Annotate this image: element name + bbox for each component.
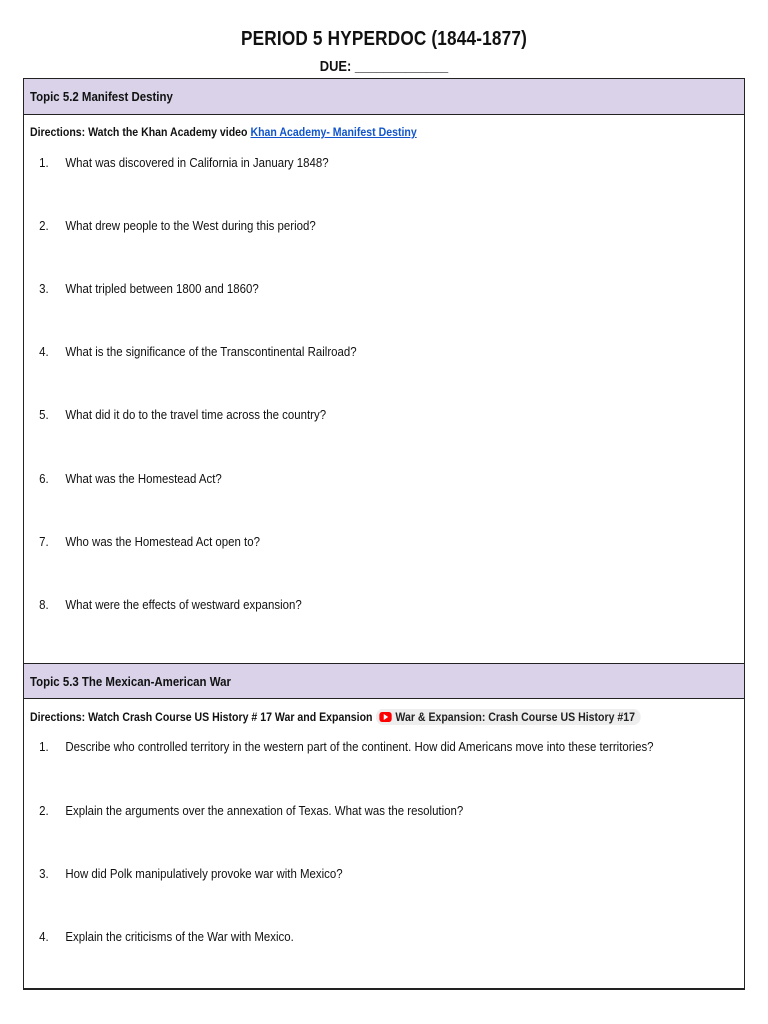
question-number: 7. <box>39 534 49 549</box>
question-item <box>24 471 222 486</box>
question-item <box>24 534 260 549</box>
question-number: 6. <box>39 471 49 486</box>
question-item <box>24 407 326 422</box>
document-title: PERIOD 5 HYPERDOC (1844-1877) <box>240 28 528 50</box>
question-number: 4. <box>39 344 49 359</box>
question-number: 5. <box>39 407 49 422</box>
video-chip-label: War & Expansion: Crash Course US History #17 <box>395 710 636 724</box>
question-text: What was the Homestead Act? <box>65 471 222 486</box>
question-item <box>24 803 463 818</box>
question-text: Explain the arguments over the annexation of Texas. What was the resolution? <box>65 803 464 818</box>
question-text: What was discovered in California in January 1848? <box>65 155 329 170</box>
topic-title: Topic 5.2 Manifest Destiny <box>30 89 173 104</box>
crash-course-video-chip[interactable] <box>376 709 640 725</box>
directions-label: Directions: <box>30 710 86 724</box>
question-text: What did it do to the travel time across the country? <box>65 407 327 422</box>
directions-text: Watch the Khan Academy video <box>85 125 251 139</box>
question-text: Who was the Homestead Act open to? <box>65 534 260 549</box>
question-text: What were the effects of westward expansion? <box>65 597 302 612</box>
youtube-icon <box>380 712 392 722</box>
hyperdoc-table <box>23 78 745 990</box>
question-text: What drew people to the West during this period? <box>65 218 316 233</box>
question-number: 8. <box>39 597 49 612</box>
question-item <box>24 597 302 612</box>
topic-header-mexican-american-war <box>24 663 744 699</box>
question-number: 1. <box>39 739 49 754</box>
question-item <box>24 281 259 296</box>
question-number: 1. <box>39 155 49 170</box>
question-number: 3. <box>39 281 49 296</box>
question-text: Describe who controlled territory in the western part of the continent. How did Americans move into these territories? <box>65 739 654 754</box>
question-number: 4. <box>39 929 49 944</box>
question-item <box>24 344 357 359</box>
question-text: What tripled between 1800 and 1860? <box>65 281 259 296</box>
question-item <box>24 155 329 170</box>
directions-manifest-destiny <box>30 125 417 139</box>
question-item <box>24 929 294 944</box>
directions-mexican-american-war <box>30 709 640 725</box>
question-number: 2. <box>39 803 49 818</box>
directions-label: Directions: <box>30 125 86 139</box>
directions-text: Watch Crash Course US History # 17 War and Expansion <box>85 710 373 724</box>
question-item <box>24 739 654 754</box>
question-text: How did Polk manipulatively provoke war with Mexico? <box>65 866 343 881</box>
question-text: Explain the criticisms of the War with Mexico. <box>65 929 294 944</box>
topic-header-manifest-destiny <box>24 79 744 115</box>
khan-academy-link[interactable]: Khan Academy- Manifest Destiny <box>250 125 417 139</box>
due-date-line: DUE: _____________ <box>319 58 449 75</box>
question-number: 2. <box>39 218 49 233</box>
question-text: What is the significance of the Transcontinental Railroad? <box>65 344 357 359</box>
topic-title: Topic 5.3 The Mexican-American War <box>30 674 231 689</box>
question-item <box>24 866 343 881</box>
question-number: 3. <box>39 866 49 881</box>
question-item <box>24 218 316 233</box>
